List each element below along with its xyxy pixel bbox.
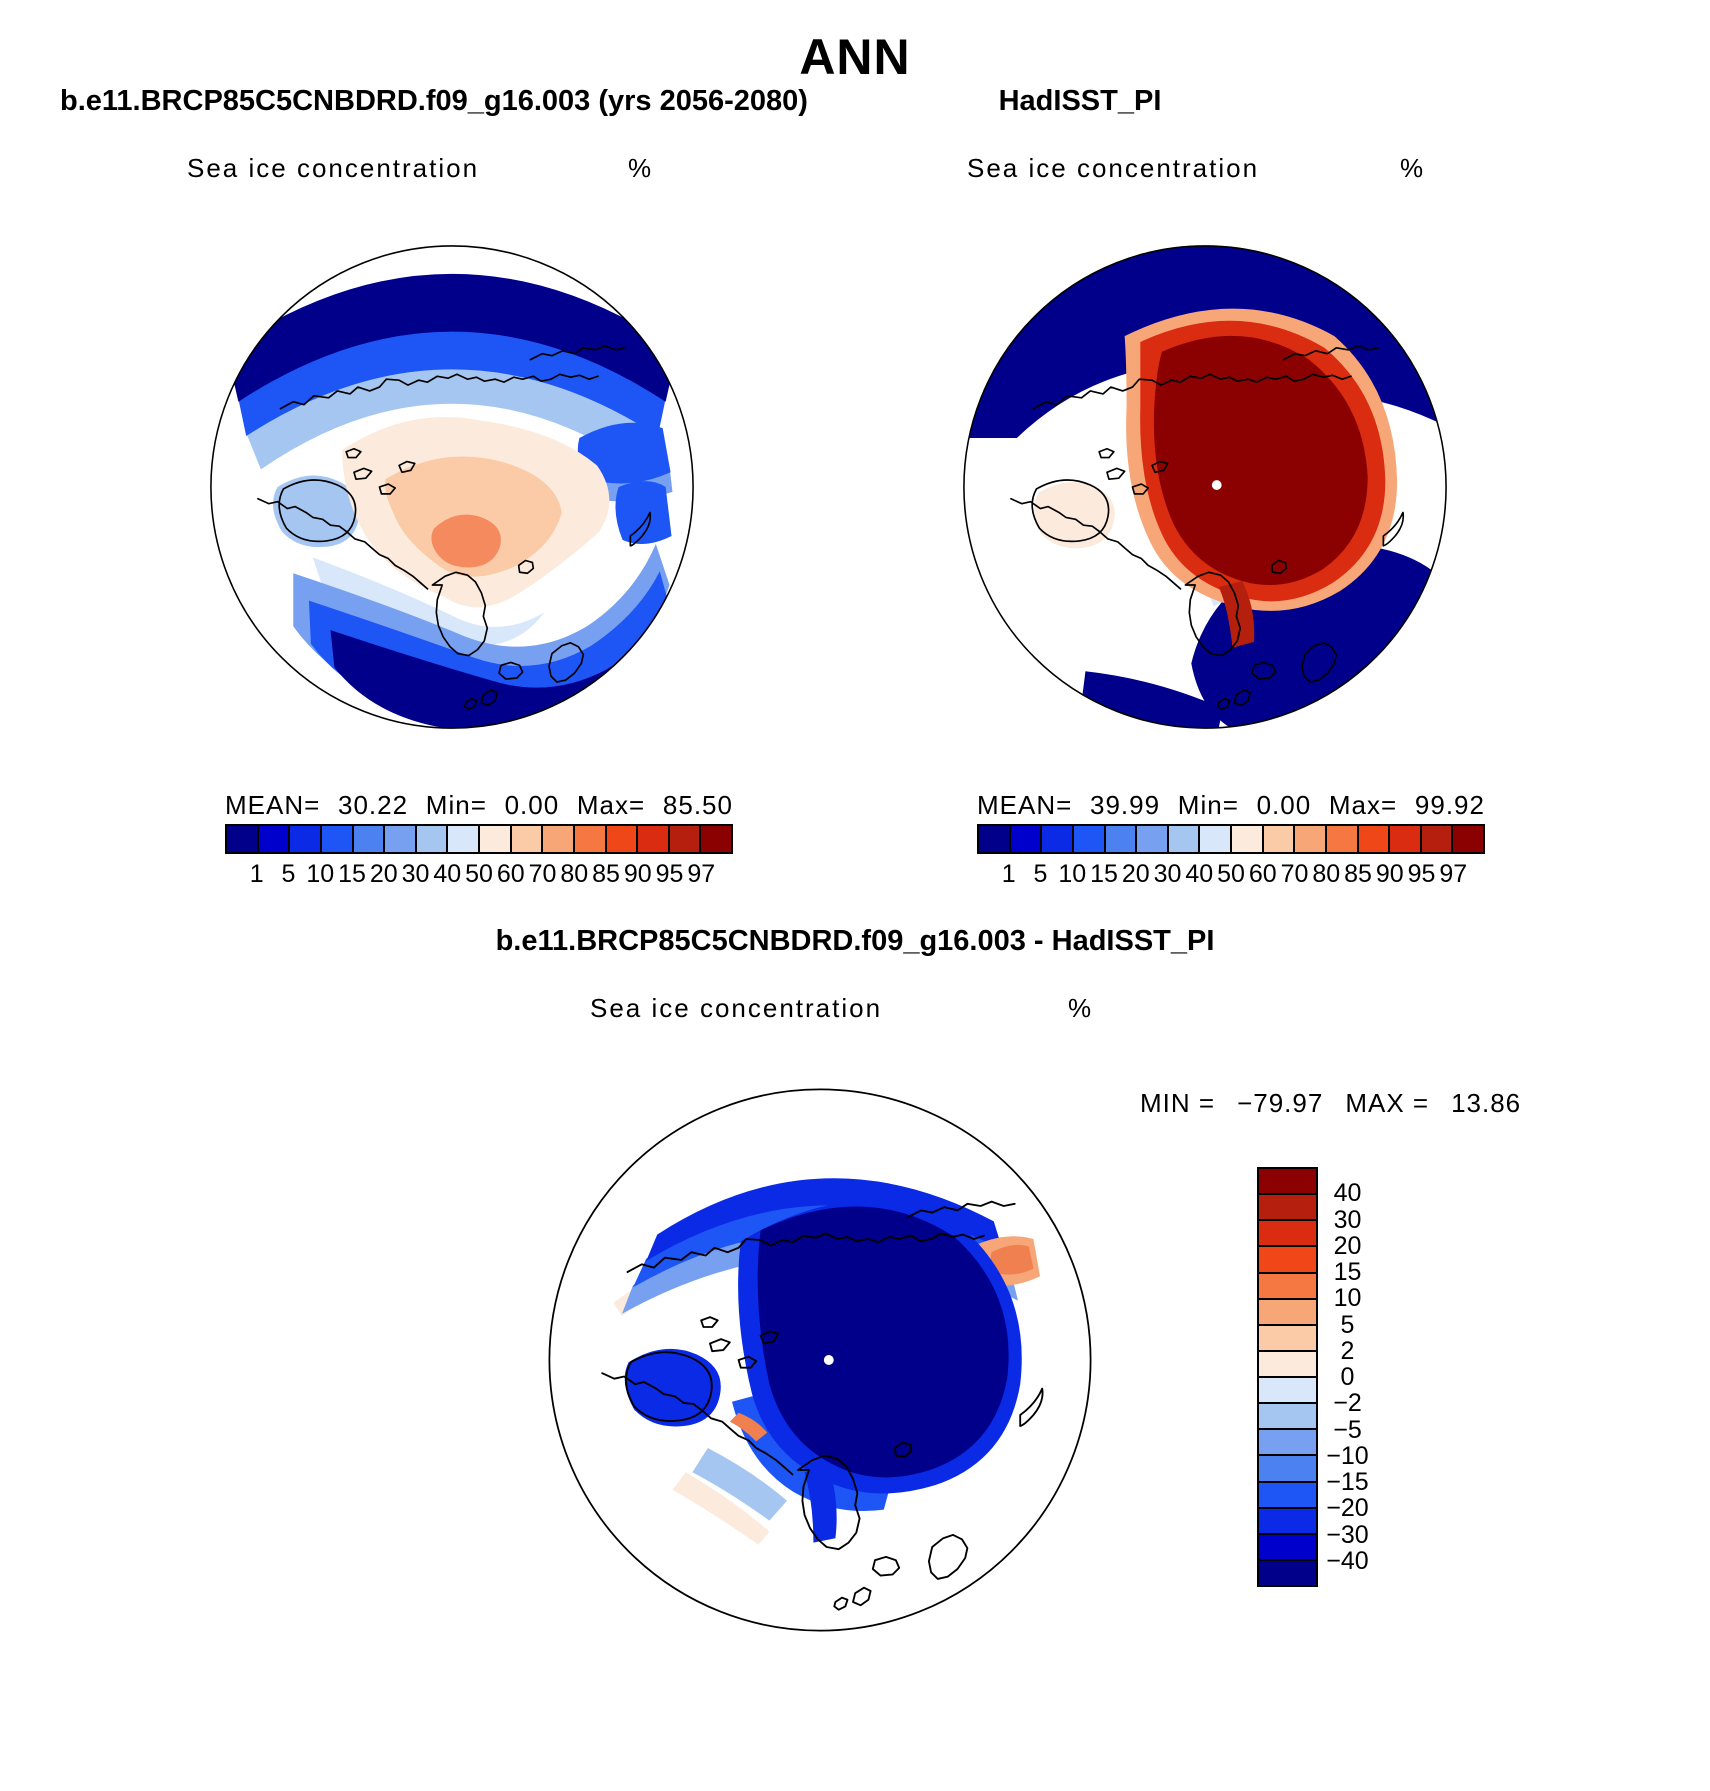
colorbar-cell [979,826,1011,852]
model-panel-title: b.e11.BRCP85C5CNBDRD.f09_g16.003 (yrs 2056-2080) [60,85,808,117]
colorbar-tick-label: 10 [1058,860,1087,888]
colorbar-cell [1137,826,1169,852]
model-units-label: % [628,153,652,183]
colorbar-tick-label: 85 [592,860,620,888]
colorbar-tick-label: 10 [1333,1284,1362,1313]
max-label: Max= [576,790,646,820]
diff-regions [602,1178,1042,1609]
colorbar-tick-label: 40 [1333,1179,1362,1208]
colorbar-cell [1359,826,1391,852]
colorbar-cell [259,826,291,852]
colorbar-tick-label: 30 [401,860,430,888]
obs-panel-title: HadISST_PI [998,85,1162,117]
model-variable-label: Sea ice concentration [187,153,480,183]
colorbar-tick-label: 50 [1217,860,1245,888]
min-value: −79.97 [1237,1088,1324,1118]
min-label: Min= [425,790,487,820]
colorbar-cell [354,826,386,852]
colorbar-tick-label: 2 [1340,1336,1355,1365]
min-label: MIN = [1140,1088,1216,1118]
colorbar-cell [670,826,702,852]
colorbar-cell [1295,826,1327,852]
colorbar-tick-label: 40 [1185,860,1214,888]
diff-variable-label: Sea ice concentration [590,993,883,1023]
diff-colorbar-ticks [1295,1167,1400,1587]
colorbar-tick-label: 1 [249,860,264,888]
obs-colorbar [977,824,1485,854]
mean-value: 30.22 [338,790,409,820]
max-label: Max= [1328,790,1398,820]
ice-region [1034,482,1115,548]
diff-map [545,1085,1095,1635]
model-colorbar-ticks [225,860,733,894]
colorbar-tick-label: 90 [1375,860,1404,888]
colorbar-tick-label: −30 [1326,1520,1369,1549]
obs-units-label: % [1400,153,1424,183]
mean-label: MEAN= [225,790,321,820]
colorbar-tick-label: 30 [1153,860,1182,888]
colorbar-cell [701,826,731,852]
colorbar-cell [322,826,354,852]
pole-hole [1212,480,1222,490]
colorbar-tick-label: 5 [1033,860,1048,888]
colorbar-cell [227,826,259,852]
diff-stats [1140,1088,1521,1119]
colorbar-tick-label: 20 [369,860,398,888]
colorbar-tick-label: 15 [1333,1258,1362,1286]
colorbar-tick-label: 50 [465,860,493,888]
obs-variable-label: Sea ice concentration [967,153,1260,183]
colorbar-tick-label: 0 [1340,1363,1355,1391]
colorbar-cell [1422,826,1454,852]
diff-units-label: % [1068,993,1092,1023]
max-value: 13.86 [1451,1088,1522,1118]
colorbar-cell [1106,826,1138,852]
colorbar-tick-label: 97 [1439,860,1468,888]
model-map [207,242,697,732]
model-stats [225,790,733,821]
colorbar-tick-label: 90 [623,860,652,888]
colorbar-cell [1042,826,1074,852]
colorbar-cell [638,826,670,852]
colorbar-cell [480,826,512,852]
max-label: MAX = [1345,1088,1430,1118]
diff-panel-title: b.e11.BRCP85C5CNBDRD.f09_g16.003 - HadISST_PI [495,925,1215,957]
max-value: 85.50 [662,790,733,820]
colorbar-tick-label: 80 [1312,860,1341,888]
colorbar-cell [448,826,480,852]
model-colorbar [225,824,733,854]
colorbar-tick-label: 85 [1344,860,1372,888]
colorbar-tick-label: 60 [496,860,525,888]
colorbar-tick-label: 15 [1090,860,1118,888]
colorbar-cell [1327,826,1359,852]
colorbar-tick-label: 5 [1340,1310,1355,1339]
obs-colorbar-ticks [977,860,1485,894]
colorbar-cell [1390,826,1422,852]
mean-value: 39.99 [1090,790,1161,820]
pole-hole [824,1355,834,1365]
colorbar-cell [1011,826,1043,852]
obs-stats [977,790,1485,821]
colorbar-cell [1200,826,1232,852]
colorbar-tick-label: −40 [1326,1546,1369,1575]
colorbar-tick-label: −2 [1333,1389,1362,1418]
colorbar-cell [1232,826,1264,852]
colorbar-tick-label: 60 [1248,860,1277,888]
colorbar-tick-label: 1 [1001,860,1016,888]
mean-label: MEAN= [977,790,1073,820]
colorbar-tick-label: 20 [1121,860,1150,888]
colorbar-tick-label: 20 [1333,1231,1362,1260]
colorbar-cell [575,826,607,852]
colorbar-cell [1169,826,1201,852]
max-value: 99.92 [1414,790,1485,820]
colorbar-cell [543,826,575,852]
colorbar-cell [385,826,417,852]
colorbar-tick-label: 10 [306,860,335,888]
colorbar-cell [1264,826,1296,852]
colorbar-cell [1074,826,1106,852]
min-label: Min= [1177,790,1239,820]
min-value: 0.00 [1256,790,1312,820]
colorbar-cell [512,826,544,852]
min-value: 0.00 [504,790,560,820]
colorbar-tick-label: 95 [1407,860,1436,888]
colorbar-cell [290,826,322,852]
colorbar-tick-label: 5 [281,860,296,888]
colorbar-cell [417,826,449,852]
colorbar-tick-label: 95 [655,860,684,888]
colorbar-cell [607,826,639,852]
colorbar-tick-label: 40 [433,860,462,888]
colorbar-tick-label: 15 [338,860,366,888]
colorbar-tick-label: −15 [1326,1468,1369,1496]
colorbar-tick-label: −5 [1333,1415,1362,1444]
colorbar-tick-label: −20 [1326,1494,1369,1523]
colorbar-tick-label: 97 [687,860,716,888]
colorbar-tick-label: 70 [1280,860,1309,888]
colorbar-tick-label: −10 [1326,1441,1369,1470]
colorbar-tick-label: 70 [528,860,557,888]
page-title: ANN [799,29,911,85]
obs-map [960,242,1450,732]
model-ice-regions [227,274,678,732]
colorbar-tick-label: 80 [560,860,589,888]
colorbar-tick-label: 30 [1333,1205,1362,1234]
colorbar-cell [1453,826,1483,852]
